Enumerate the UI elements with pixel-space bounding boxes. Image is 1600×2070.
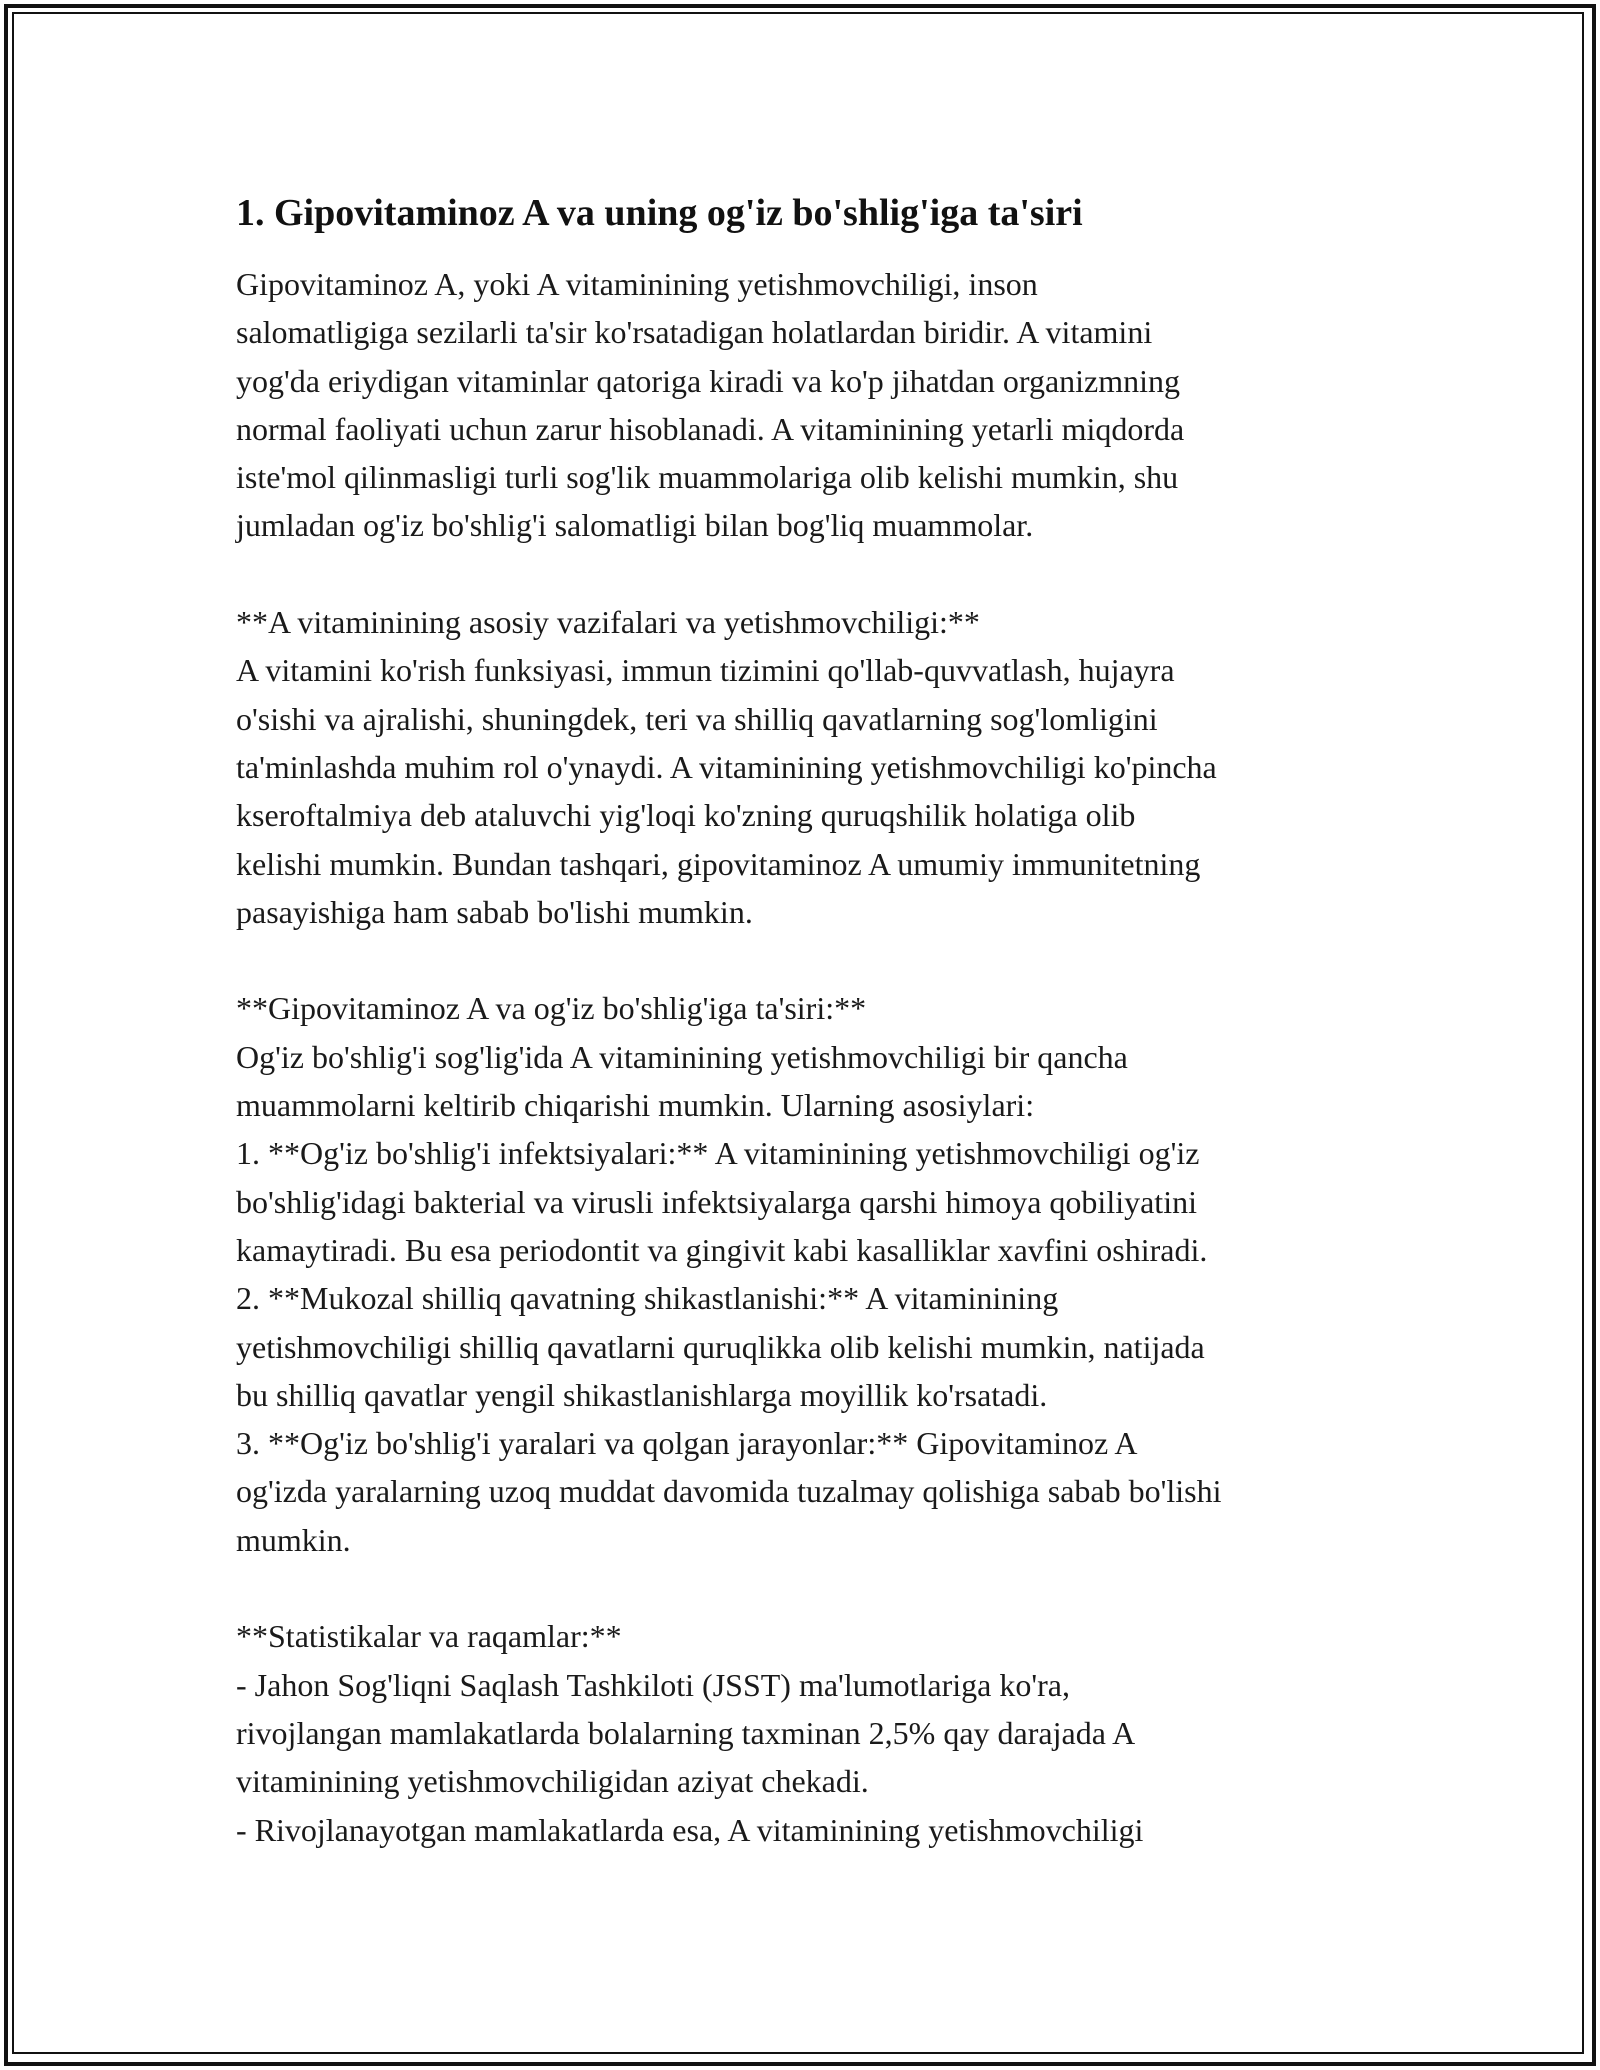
text-line: Gipovitaminoz A, yoki A vitaminining yetishmovchiligi, inson [236, 266, 1038, 302]
text-line: muammolarni keltirib chiqarishi mumkin. Ularning asosiylari: [236, 1087, 1035, 1124]
text-line: ta'minlashda muhim rol o'ynaydi. A vitaminining yetishmovchiligi ko'pincha [236, 748, 1217, 785]
text-line: rivojlangan mamlakatlarda bolalarning taxminan 2,5% qay darajada A [236, 1714, 1136, 1751]
text-line: kamaytiradi. Bu esa periodontit va gingivit kabi kasalliklar xavfini oshiradi. [236, 1231, 1208, 1268]
text-line: salomatligiga sezilarli ta'sir ko'rsatadigan holatlardan biridir. A vitamini [236, 314, 1153, 351]
text-line: normal faoliyati uchun zarur hisoblanadi. A vitaminining yetarli miqdorda [236, 410, 1185, 447]
text-line: yog'da eriydigan vitaminlar qatoriga kiradi va ko'p jihatdan organizmning [236, 362, 1181, 399]
text-line: iste'mol qilinmasligi turli sog'lik muammolariga olib kelishi mumkin, shu [236, 459, 1179, 496]
paragraph-gap [236, 550, 1376, 598]
paragraph-gap [236, 936, 1376, 984]
text-line: og'izda yaralarning uzoq muddat davomida tuzalmay qolishiga sabab bo'lishi [236, 1473, 1222, 1510]
statistics-section [236, 1612, 1376, 1853]
text-line: kelishi mumkin. Bundan tashqari, gipovitaminoz A umumiy immunitetning [236, 845, 1201, 882]
text-line: jumladan og'iz bo'shlig'i salomatligi bilan bog'liq muammolar. [236, 507, 1034, 544]
text-line: bo'shlig'idagi bakterial va virusli infektsiyalarga qarshi himoya qobiliyatini [236, 1183, 1197, 1220]
subheading: **A vitaminining asosiy vazifalari va yetishmovchiligi:** [236, 604, 980, 641]
document-body [236, 186, 1376, 1854]
text-line: bu shilliq qavatlar yengil shikastlanishlarga moyillik ko'rsatadi. [236, 1376, 1048, 1413]
list-item: - Jahon Sog'liqni Saqlash Tashkiloti (JSST) ma'lumotlariga ko'ra, [236, 1666, 1070, 1703]
text-line: mumkin. [236, 1521, 351, 1558]
text-line: vitaminining yetishmovchiligidan aziyat chekadi. [236, 1763, 869, 1800]
vitamin-functions-section [236, 598, 1376, 936]
list-item: - Rivojlanayotgan mamlakatlarda esa, A vitaminining yetishmovchiligi [236, 1811, 1144, 1848]
text-line: kseroftalmiya deb ataluvchi yig'loqi ko'zning quruqshilik holatiga olib [236, 797, 1136, 834]
text-line: Og'iz bo'shlig'i sog'lig'ida A vitaminining yetishmovchiligi bir qancha [236, 1038, 1128, 1075]
section-title: 1. Gipovitaminoz A va uning og'iz bo'shlig'iga ta'siri [236, 192, 1083, 234]
list-item: 3. **Og'iz bo'shlig'i yaralari va qolgan jarayonlar:** Gipovitaminoz A [236, 1425, 1138, 1462]
intro-paragraph [236, 260, 1376, 550]
subheading: **Statistikalar va raqamlar:** [236, 1618, 622, 1655]
list-item: 2. **Mukozal shilliq qavatning shikastlanishi:** A vitaminining [236, 1280, 1059, 1317]
subheading: **Gipovitaminoz A va og'iz bo'shlig'iga ta'siri:** [236, 990, 867, 1027]
text-line: o'sishi va ajralishi, shuningdek, teri va shilliq qavatlarning sog'lomligini [236, 700, 1158, 737]
text-line: yetishmovchiligi shilliq qavatlarni quruqlikka olib kelishi mumkin, natijada [236, 1328, 1205, 1365]
text-line: pasayishiga ham sabab bo'lishi mumkin. [236, 893, 753, 930]
list-item: 1. **Og'iz bo'shlig'i infektsiyalari:** A vitaminining yetishmovchiligi og'iz [236, 1135, 1200, 1172]
oral-effects-section [236, 984, 1376, 1564]
paragraph-gap [236, 1564, 1376, 1612]
text-line: A vitamini ko'rish funksiyasi, immun tizimini qo'llab-quvvatlash, hujayra [236, 652, 1175, 689]
